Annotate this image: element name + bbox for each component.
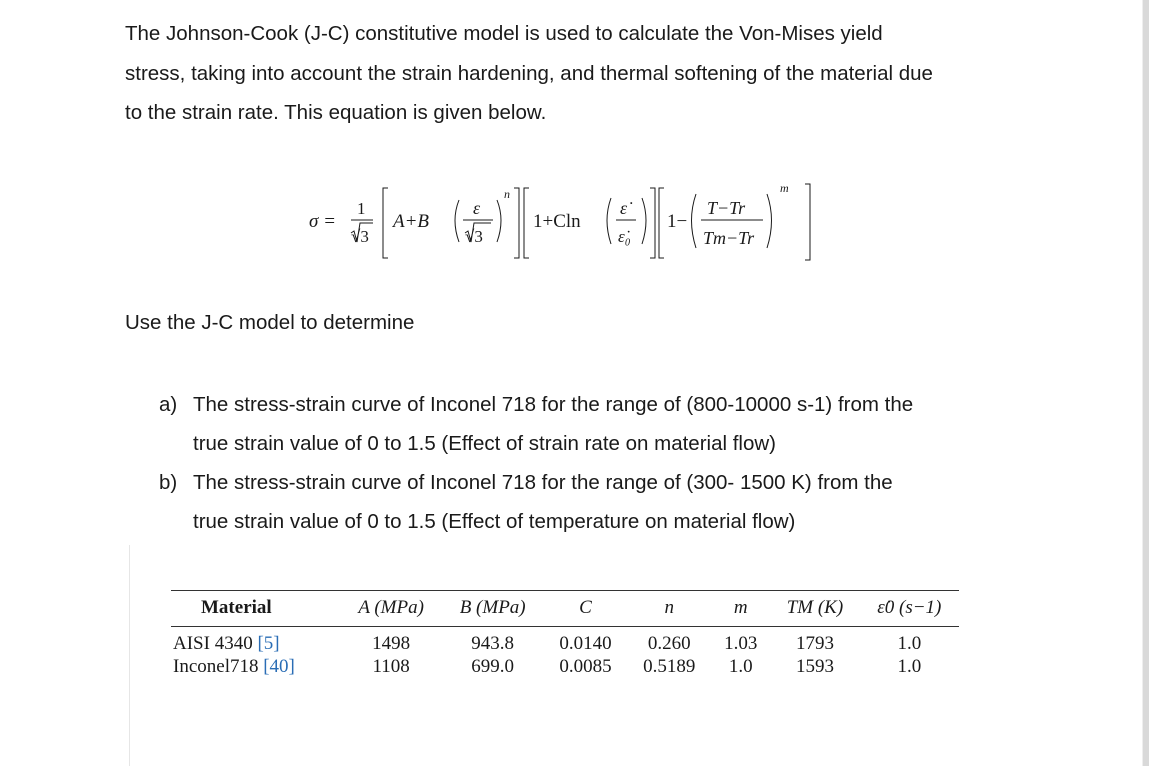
equation-lhs: σ = <box>309 211 336 232</box>
johnson-cook-equation <box>305 176 825 266</box>
equation-t-minus-tr: T−Tr <box>707 198 746 218</box>
intro-line-1: The Johnson-Cook (J-C) constitutive model is used to calculate the Von-Mises yield <box>125 22 883 45</box>
table-header-row <box>171 591 959 627</box>
header-ref-strain-rate: ε̇0 (s−1) <box>877 597 942 618</box>
cell-m: 1.03 <box>724 633 758 654</box>
cell-material <box>171 627 341 656</box>
question-a-marker: a) <box>159 393 178 416</box>
page-edge-line <box>1142 0 1143 766</box>
header-b: B (MPa) <box>459 597 526 618</box>
header-material: Material <box>201 597 272 618</box>
page-edge-shadow <box>1143 0 1149 766</box>
material-name: Inconel718 <box>173 656 259 677</box>
material-parameters-table <box>171 590 959 678</box>
question-a-line-1: The stress-strain curve of Inconel 718 for the range of (800-10000 s-1) from the <box>193 393 914 416</box>
cell-c: 0.0085 <box>559 656 612 677</box>
table-row <box>171 627 959 656</box>
equation-ref-strain-rate: ε̇₀ <box>618 227 631 246</box>
margin-guide-line <box>129 545 130 766</box>
question-b-marker: b) <box>159 471 178 494</box>
cell-n: 0.260 <box>647 633 691 654</box>
cell-n: 0.5189 <box>643 656 696 677</box>
question-b-line-1: The stress-strain curve of Inconel 718 for the range of (300- 1500 K) from the <box>193 471 893 494</box>
header-c: C <box>579 597 592 618</box>
equation-one-plus-c-ln: 1+Cln <box>533 211 581 232</box>
cell-tm: 1593 <box>795 656 834 677</box>
material-name: AISI 4340 <box>173 633 253 654</box>
equation-a-plus-b: A+B <box>393 211 430 232</box>
cell-tm: 1793 <box>795 633 834 654</box>
reference-link[interactable]: [5] <box>257 633 280 654</box>
cell-b: 943.8 <box>471 633 515 654</box>
header-a: A (MPa) <box>358 597 424 618</box>
cell-ref-strain-rate: 1.0 <box>897 633 922 654</box>
equation-one-minus: 1− <box>667 211 688 232</box>
cell-ref-strain-rate: 1.0 <box>897 656 922 677</box>
equation-sqrt3-a: √3 <box>351 227 369 246</box>
equation-exponent-m: m <box>780 181 789 195</box>
cell-c: 0.0140 <box>559 633 612 654</box>
intro-line-3: to the strain rate. This equation is given below. <box>125 101 547 124</box>
header-m: m <box>733 597 748 618</box>
question-b-line-2: true strain value of 0 to 1.5 (Effect of temperature on material flow) <box>193 510 796 533</box>
question-b <box>159 463 1009 541</box>
header-tm: TM (K) <box>786 597 844 618</box>
equation-strain-rate: ε̇ <box>620 198 628 218</box>
reference-link[interactable]: [40] <box>263 656 295 677</box>
header-n: n <box>664 597 675 618</box>
cell-m: 1.0 <box>728 656 753 677</box>
cell-a: 1498 <box>372 633 411 654</box>
intro-paragraph <box>125 14 1011 133</box>
cell-b: 699.0 <box>471 656 515 677</box>
equation-sqrt3-b: √3 <box>465 227 483 246</box>
cell-a: 1108 <box>372 656 410 677</box>
equation-one: 1 <box>357 199 366 218</box>
cell-material <box>171 655 341 678</box>
equation-tm-minus-tr: Tm−Tr <box>703 228 755 248</box>
table-row <box>171 655 959 678</box>
question-a <box>159 385 1009 463</box>
intro-line-2: stress, taking into account the strain hardening, and thermal softening of the material due <box>125 61 933 85</box>
instruction-line: Use the J-C model to determine <box>125 311 415 334</box>
question-a-line-2: true strain value of 0 to 1.5 (Effect of strain rate on material flow) <box>193 432 777 455</box>
equation-exponent-n: n <box>504 187 510 201</box>
equation-strain: ε <box>473 198 481 218</box>
